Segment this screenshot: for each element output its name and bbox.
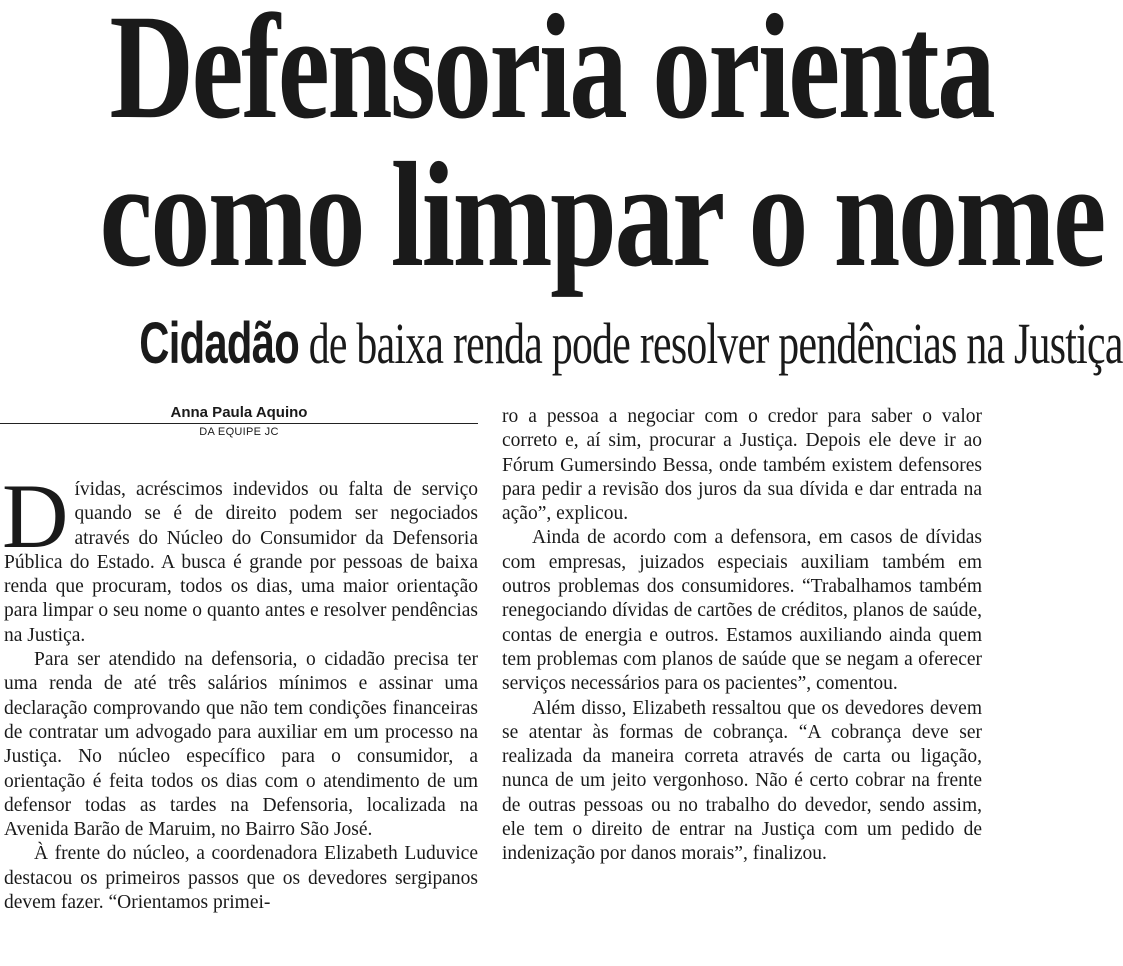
drop-cap: D (2, 465, 69, 567)
article-paragraph-5: Além disso, Elizabeth ressaltou que os devedores devem se atentar às formas de cobrança. “A cobrança deve ser realizada da maneira correta através de carta ou ligação, nunca de um jeito vergonhoso. Não é certo cobrar na frente de outras pessoas ou no trabalho do devedor, sendo assim, ele tem o direito de entrar na Justiça com um pedido de indenização por danos morais”, finalizou. (502, 697, 982, 865)
byline-author: Anna Paula Aquino (170, 404, 308, 421)
byline-rule (0, 423, 478, 424)
byline-team: DA EQUIPE JC (199, 426, 279, 438)
headline-line-1: Defensoria orienta (109, 0, 994, 150)
article-paragraph-4: Ainda de acordo com a defensora, em casos de dívidas com empresas, juizados especiais auxiliam também em outros problemas dos consumidores. “Trabalhamos também renegociando dívidas de cartões de créditos, planos de saúde, contas de energia e outros. Estamos auxiliando ainda quem tem problemas com planos de saúde que se negam a oferecer serviços necessários para os pacientes”, comentou. (502, 527, 982, 695)
byline (0, 404, 478, 439)
subheadline (139, 311, 1123, 376)
article-paragraph-1-text: ívidas, acréscimos indevidos ou falta de serviço quando se é de direito podem ser negociados através do Núcleo do Consumidor da Defensoria Pública do Estado. A busca é grande por pessoas de baixa renda que procuram, todos os dias, uma maior orientação para limpar o seu nome o quanto antes e resolver pendências na Justiça. (4, 479, 478, 646)
article-paragraph-3: À frente do núcleo, a coordenadora Elizabeth Luduvice destacou os primeiros passos que os devedores sergipanos devem fazer. “Orientamos primei- (4, 843, 478, 914)
headline-line-2: como limpar o nome (99, 132, 1104, 298)
subheadline-rest: de baixa renda pode resolver pendências na Justiça (299, 311, 1123, 376)
article-column-2 (502, 405, 982, 867)
article-column-1 (2, 465, 478, 915)
subheadline-bold: Cidadão (139, 311, 300, 376)
article-paragraph-1 (2, 465, 478, 648)
article-paragraph-3-continued: ro a pessoa a negociar com o credor para saber o valor correto e, aí sim, procurar a Justiça. Depois ele deve ir ao Fórum Gumersindo Bessa, onde também existem defensores para pedir a revisão dos juros da sua dívida e dar entrada na ação”, explicou. (502, 406, 982, 525)
article-paragraph-2: Para ser atendido na defensoria, o cidadão precisa ter uma renda de até três salários mínimos e assinar uma declaração comprovando que não tem condições financeiras de contratar um advogado para auxiliar em um processo na Justiça. No núcleo específico para o consumidor, a orientação é feita todos os dias com o atendimento de um defensor todas as tardes na Defensoria, localizada na Avenida Barão de Maruim, no Bairro São José. (4, 649, 478, 841)
